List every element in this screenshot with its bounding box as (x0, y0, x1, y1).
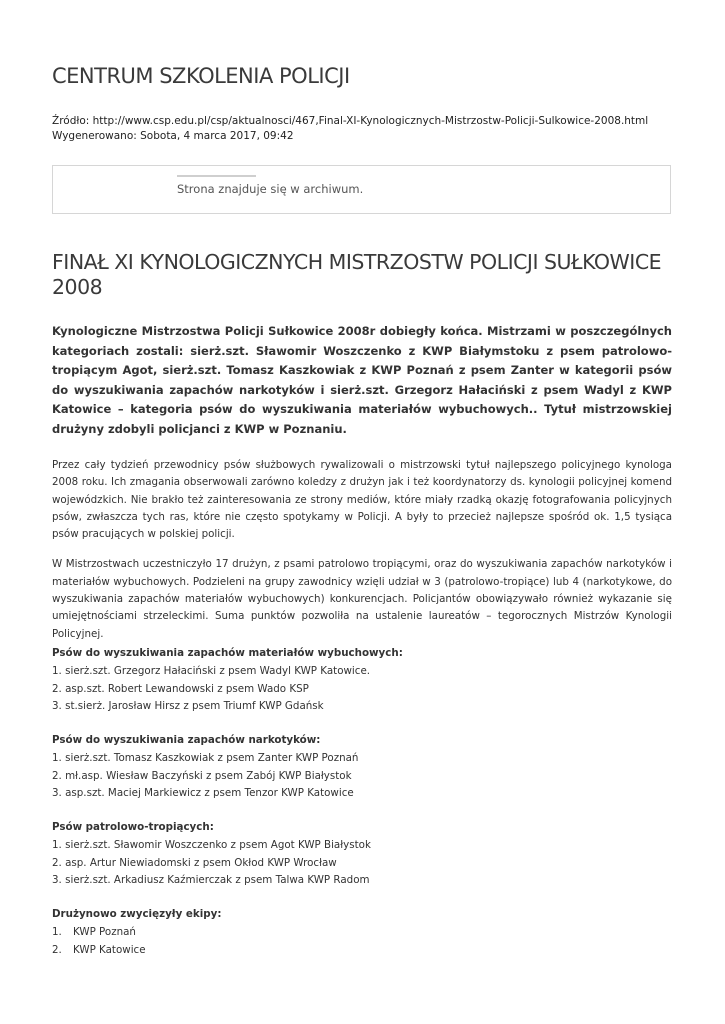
list-item-text: KWP Poznań (73, 926, 136, 939)
list-item: 3. sierż.szt. Arkadiusz Kaźmierczak z psem Talwa KWP Radom (52, 873, 370, 886)
generated-line: Wygenerowano: Sobota, 4 marca 2017, 09:42 (52, 130, 294, 142)
list-item: 2. asp. Artur Niewiadomski z psem Okłod KWP Wrocław (52, 856, 337, 869)
article-paragraph: Przez cały tydzień przewodnicy psów służbowych rywalizowali o mistrzowski tytuł najlepszego policyjnego kynologa 2008 roku. Ich zmagania obserwowali zarówno koledzy z drużyn jak i też koordynatorzy ds. kynologii policyjnej komend wojewódzkich. Nie brakło też zainteresowania ze strony mediów, które miały rzadką okazję fotografowania policyjnych psów, zwłaszcza tych ras, które nie często spotykamy w Policji. A były to przecież najlepsze spośród ok. 1,5 tysiąca psów pracujących w polskiej policji. (52, 459, 672, 541)
archive-notice-divider (177, 175, 256, 177)
list-item-number: 1. (52, 926, 62, 939)
narcotics-heading: Psów do wyszukiwania zapachów narkotyków: (52, 734, 321, 746)
explosives-heading: Psów do wyszukiwania zapachów materiałów wybuchowych: (52, 647, 403, 659)
document-meta (52, 114, 648, 144)
list-item: 1. sierż.szt. Sławomir Woszczenko z psem Agot KWP Białystok (52, 839, 371, 852)
article-body (52, 457, 672, 656)
article-paragraph: W Mistrzostwach uczestniczyło 17 drużyn, z psami patrolowo tropiącymi, oraz do wyszukiwania zapachów narkotyków i materiałów wybuchowych. Podzieleni na grupy zawodnicy wzięli udział w 3 (patrolowo-tropiące) lub 4 (narkotykowe, do wyszukiwania zapachów materiałów wybuchowych) konkurencjach. Policjantów obowiązywało również wykazanie się umiejętnościami strzeleckimi. Suma punktów pozwoliła na ustalenie laureatów – tegorocznych Mistrzów Kynologii Policyjnej. (52, 558, 672, 640)
list-item (52, 924, 672, 941)
list-item-text: KWP Katowice (73, 943, 146, 956)
list-item: 2. mł.asp. Wiesław Baczyński z psem Zabój KWP Białystok (52, 769, 352, 782)
site-title: CENTRUM SZKOLENIA POLICJI (52, 64, 350, 88)
list-item-number: 2. (52, 943, 62, 956)
patrol-results (52, 819, 672, 889)
list-item: 1. sierż.szt. Grzegorz Hałaciński z psem Wadyl KWP Katowice. (52, 665, 371, 678)
article-title: FINAŁ XI KYNOLOGICZNYCH MISTRZOSTW POLICJI SUŁKOWICE 2008 (52, 250, 662, 299)
list-item: 1. sierż.szt. Tomasz Kaszkowiak z psem Zanter KWP Poznań (52, 752, 359, 765)
patrol-heading: Psów patrolowo-tropiących: (52, 821, 214, 833)
list-item: 2. asp.szt. Robert Lewandowski z psem Wado KSP (52, 682, 309, 695)
article-lead: Kynologiczne Mistrzostwa Policji Sułkowice 2008r dobiegły końca. Mistrzami w poszczególnych kategoriach zostali: sierż.szt. Sławomir Woszczenko z KWP Białymstoku z psem patrolowo-tropiącym Agot, sierż.szt. Tomasz Kaszkowiak z KWP Poznań z psem Zanter w kategorii psów do wyszukiwania zapachów narkotyków i sierż.szt. Grzegorz Hałaciński z psem Wadyl z KWP Katowice – kategoria psów do wyszukiwania materiałów wybuchowych.. Tytuł mistrzowskiej drużyny zdobyli policjanci z KWP w Poznaniu. (52, 324, 672, 436)
teams-heading: Drużynowo zwycięzyły ekipy: (52, 908, 222, 920)
narcotics-results (52, 732, 672, 802)
list-item (52, 942, 672, 959)
archive-notice-text: Strona znajduje się w archiwum. (177, 182, 364, 196)
source-line: Źródło: http://www.csp.edu.pl/csp/aktualnosci/467,Final-XI-Kynologicznych-Mistrzostw-Policji-Sulkowice-2008.html (52, 115, 649, 127)
list-item: 3. asp.szt. Maciej Markiewicz z psem Tenzor KWP Katowice (52, 786, 354, 799)
explosives-results (52, 645, 672, 715)
team-results (52, 906, 672, 959)
list-item: 3. st.sierż. Jarosław Hirsz z psem Triumf KWP Gdańsk (52, 699, 324, 712)
archive-notice (52, 165, 671, 214)
